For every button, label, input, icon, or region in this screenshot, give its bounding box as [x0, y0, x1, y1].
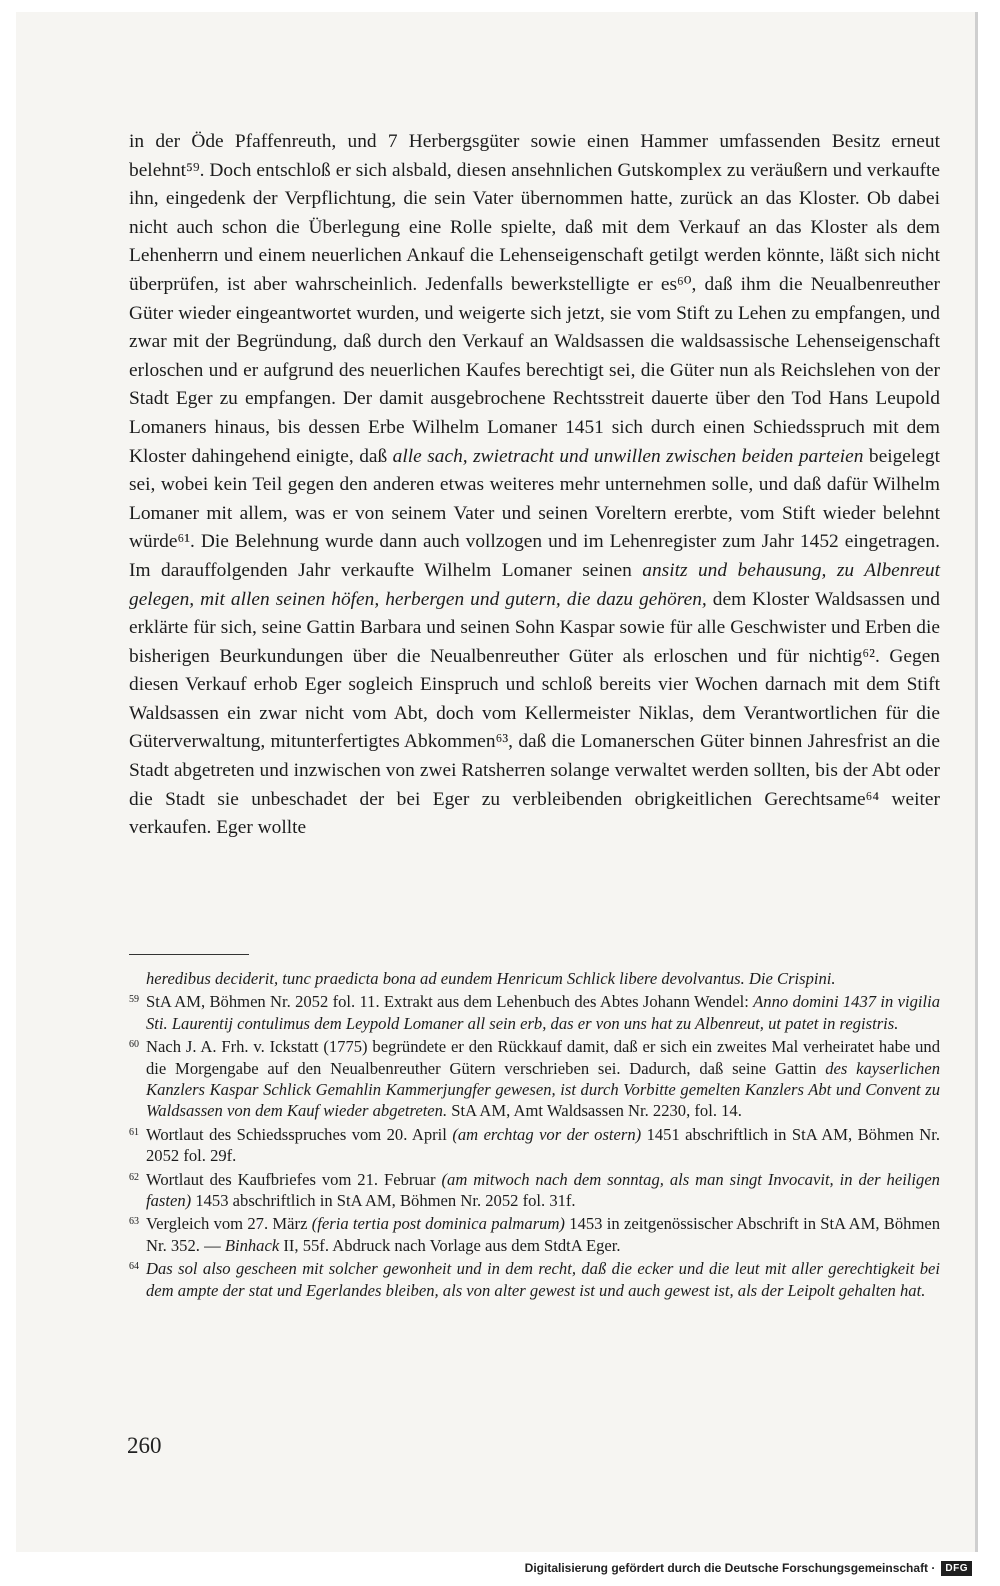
footnote-italic: des kayserlichen Kanzlers Kaspar Schlick Gemahlin Kammerjungfer gewesen, ist durch Vorbitte gemelten Kanzlers Abt und Convent zu Waldsassen von dem Kauf wieder abgetreten. — [146, 1058, 940, 1121]
footnote-text: 1453 in zeitgenössischer Abschrift in StA AM, Böhmen Nr. 352. — — [146, 1214, 941, 1255]
footnote-number: 61 — [129, 1126, 139, 1138]
dfg-logo-icon: DFG — [941, 1561, 972, 1576]
footnote-number: 59 — [129, 994, 139, 1006]
body-text-3: dem Kloster Waldsassen und erklärte für sich, seine Gattin Barbara und seinen Sohn Kaspar sowie für alle Geschwister und Erben die bisherigen Beurkundungen über die Neualbenreuther Güter als erloschen und für nichtig⁶². Gegen diesen Verkauf erhob Eger sogleich Einspruch und schloß bereits vier Wochen darnach mit dem Stift Waldsassen ein zwar nicht vom Abt, doch vom Kellermeister Niklas, dem Verantwortlichen für die Güterverwaltung, mitunterfertigtes Abkommen⁶³, daß die Lomanerschen Güter binnen Jahresfrist an die Stadt abgetreten und inzwischen von zwei Ratsherren solange verwaltet werden sollten, bis der Abt oder die Stadt sie unbeschadet der bei Eger zu verbleibenden obrigkeitlichen Gerechtsame⁶⁴ weiter verkaufen. Eger wollte — [129, 588, 940, 839]
footnote-italic: (am erchtag vor der ostern) — [452, 1124, 642, 1144]
footnote-italic: (am mitwoch nach dem sonntag, als man singt Invocavit, in der heiligen fasten) — [146, 1169, 940, 1211]
footnote-62 — [129, 1169, 940, 1212]
body-italic-2: ansitz und behausung, zu Albenreut gelegen, mit allen seinen höfen, herbergen und gutern, die dazu gehören, — [129, 559, 940, 610]
main-text — [129, 128, 940, 843]
footnote-text: 1453 abschriftlich in StA AM, Böhmen Nr. 2052 fol. 31f. — [195, 1191, 576, 1211]
footnote-60 — [129, 1036, 940, 1122]
footnotes — [129, 968, 940, 1303]
footnote-italic: Das sol also gescheen mit solcher gewonheit und in dem recht, daß die ecker und die leut mit aller gerechtigkeit bei dem ampte der stat und Egerlandes bleiben, als von alter gewest ist und auch gewest ist, als der Leipolt gehalten hat. — [146, 1259, 940, 1300]
footnote-italic: Anno domini 1437 in vigilia Sti. Laurentij contulimus dem Leypold Lomaner all sein erb, das er von uns hat zu Albenreut, ut patet in registris. — [146, 992, 940, 1033]
footnote-number: 64 — [129, 1261, 139, 1273]
footnote-number: 60 — [129, 1039, 139, 1051]
footnote-italic: Binhack — [224, 1235, 280, 1255]
footnote-text: Wortlaut des Kaufbriefes vom 21. Februar — [146, 1169, 436, 1189]
body-text-2: beigelegt sei, wobei kein Teil gegen den anderen etwas weiteres mehr unternehmen solle, und daß dafür Wilhelm Lomaner mit allem, was er von seinem Vater und seinen Voreltern ererbte, vom Stift wieder belehnt würde⁶¹. Die Belehnung wurde dann auch vollzogen und im Lehenregister zum Jahr 1452 eingetragen. Im darauffolgenden Jahr verkaufte Wilhelm Lomaner seinen — [129, 445, 940, 581]
scan-edge — [975, 12, 978, 1552]
credit-text: Digitalisierung gefördert durch die Deutsche Forschungsgemeinschaft · — [524, 1561, 936, 1575]
footnote-59 — [129, 991, 940, 1034]
footnote-text: Vergleich vom 27. März — [146, 1214, 308, 1234]
footnote-text: Nach J. A. Frh. v. Ickstatt (1775) begründete er den Rückkauf damit, daß er sich ein zweites Mal verheiratet habe und die Morgengabe auf den Neualbenreuther Gütern verschrieben sei. Dadurch, daß seine Gattin — [146, 1037, 940, 1078]
body-italic-1: alle sach, zwietracht und unwillen zwischen beiden parteien — [392, 445, 864, 467]
footnote-number: 62 — [129, 1171, 139, 1183]
footnote-64 — [129, 1258, 940, 1301]
footnote-63 — [129, 1213, 940, 1256]
body-paragraph — [129, 128, 940, 843]
digitization-credit — [525, 1557, 972, 1579]
footnote-61 — [129, 1124, 940, 1167]
footnote-italic: (feria tertia post dominica palmarum) — [311, 1214, 565, 1234]
footnote-text: StA AM, Amt Waldsassen Nr. 2230, fol. 14. — [451, 1101, 742, 1121]
footnote-text: II, 55f. Abdruck nach Vorlage aus dem StdtA Eger. — [283, 1235, 621, 1255]
footnote-text: StA AM, Böhmen Nr. 2052 fol. 11. Extrakt aus dem Lehenbuch des Abtes Johann Wendel: — [146, 992, 749, 1012]
footnote-text: 1451 abschriftlich in StA AM, Böhmen Nr. 2052 fol. 29f. — [146, 1124, 940, 1166]
footnote-number: 63 — [129, 1216, 139, 1228]
footnote-continued-text: heredibus deciderit, tunc praedicta bona ad eundem Henricum Schlick libere devolvantus. Die Crispini. — [146, 969, 836, 988]
body-text-1: in der Öde Pfaffenreuth, und 7 Herbergsgüter sowie einen Hammer umfassenden Besitz erneut belehnt⁵⁹. Doch entschloß er sich alsbald, diesen ansehnlichen Gutskomplex zu veräußern und verkaufte ihn, eingedenk der Verpflichtung, die sein Vater übernommen hatte, zurück an das Kloster. Ob dabei nicht auch schon die Überlegung eine Rolle spielte, daß mit dem Verkauf an das Kloster als dem Lehenherrn und einem neuerlichen Ankauf die Lehenseigenschaft getilgt werden könnte, läßt sich nicht überprüfen, ist aber wahrscheinlich. Jedenfalls bewerkstelligte er es⁶⁰, daß ihm die Neualbenreuther Güter wieder eingeantwortet wurden, und weigerte sich jetzt, sie vom Stift zu Lehen zu empfangen, und zwar mit der Begründung, daß durch den Verkauf an Waldsassen die waldsassische Lehenseigenschaft erloschen und er aufgrund des neuerlichen Kaufes berechtigt sei, die Güter nun als Reichslehen von der Stadt Eger zu empfangen. Der damit ausgebrochene Rechtsstreit dauerte über den Tod Hans Leupold Lomaners hinaus, bis dessen Erbe Wilhelm Lomaner 1451 sich durch einen Schiedsspruch mit dem Kloster dahingehend einigte, daß — [129, 131, 940, 467]
footnote-divider — [129, 954, 249, 955]
footnote-continued — [129, 968, 940, 989]
page-number: 260 — [127, 1433, 162, 1458]
footnote-text: Wortlaut des Schiedsspruches vom 20. April — [146, 1124, 447, 1144]
